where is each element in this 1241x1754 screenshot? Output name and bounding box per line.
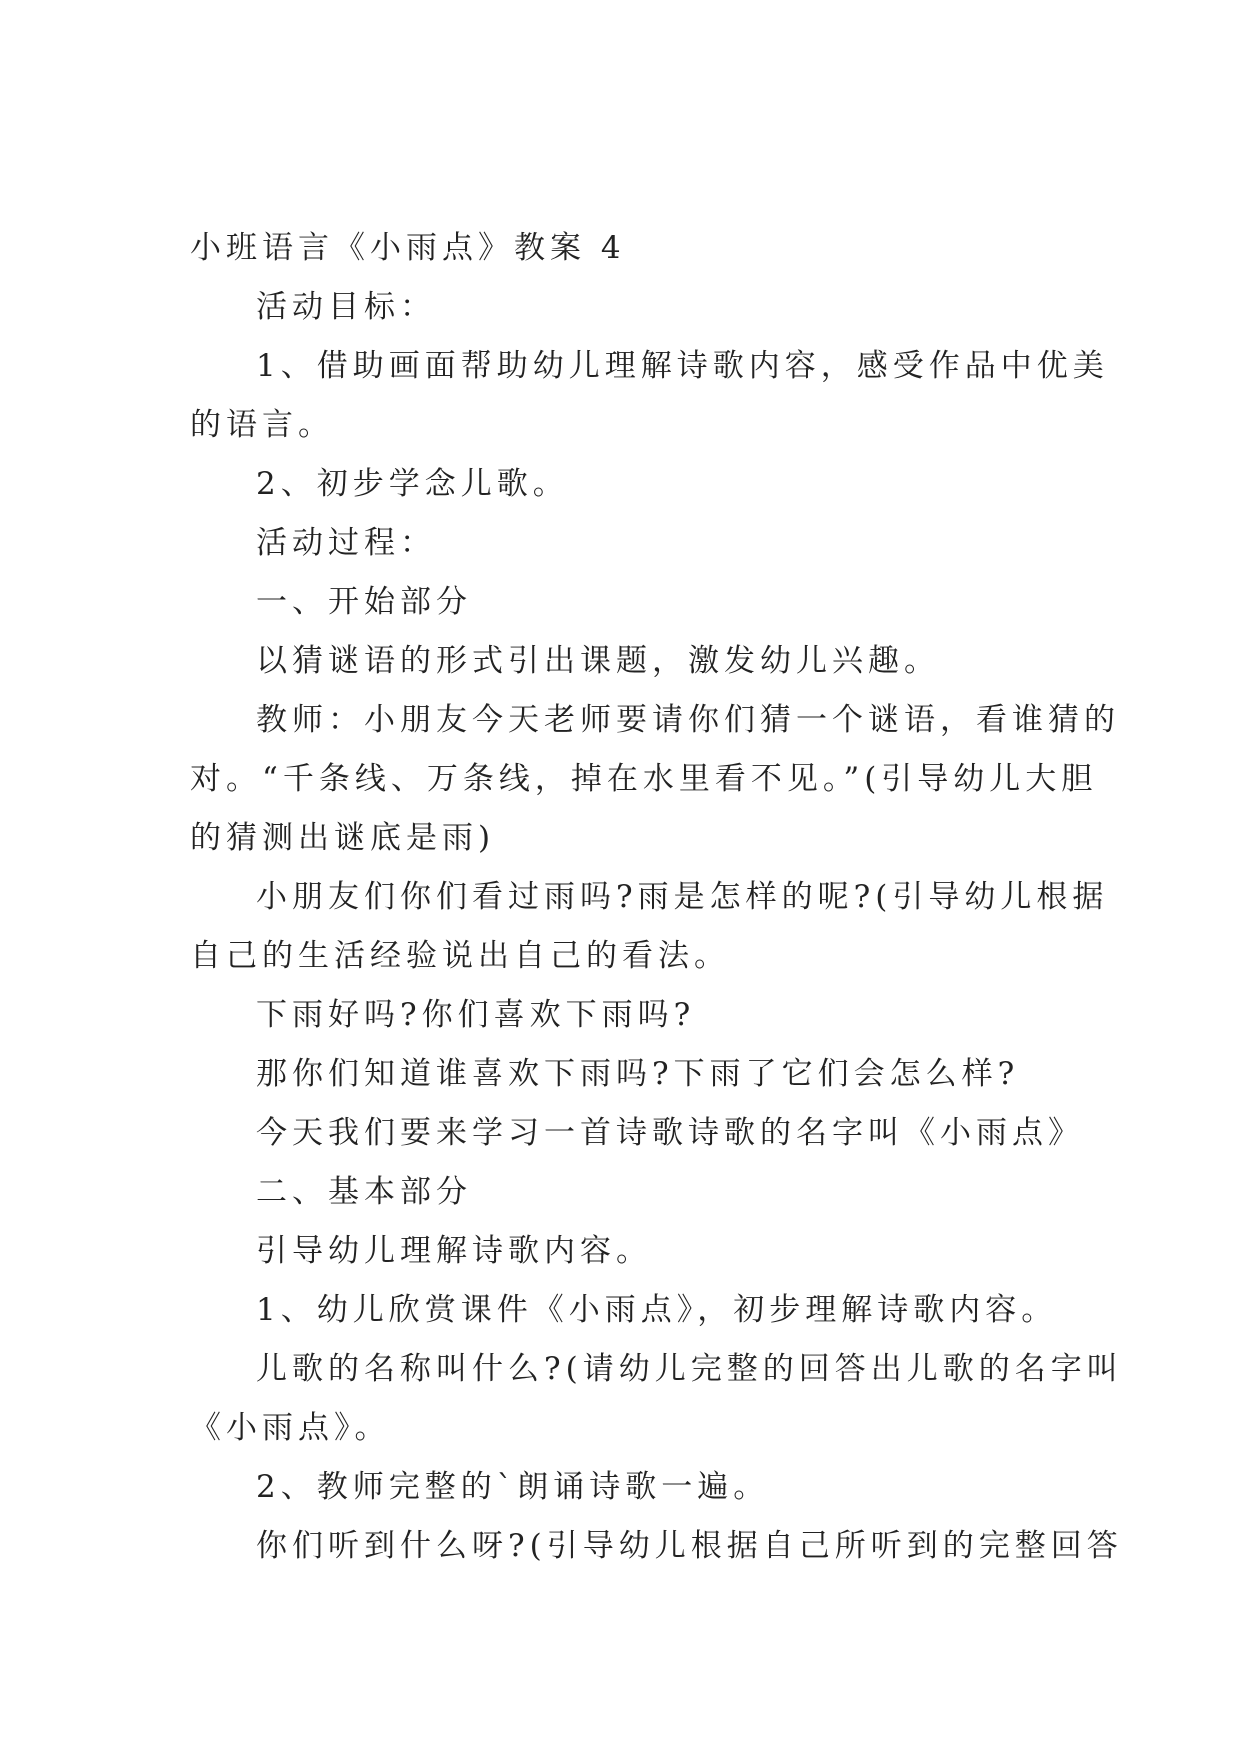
paragraph-line: 引导幼儿理解诗歌内容。: [256, 1233, 652, 1269]
paragraph-line: 的语言。: [190, 407, 334, 443]
paragraph-line: 下雨好吗?你们喜欢下雨吗?: [256, 997, 696, 1033]
document-body: [190, 219, 1123, 1576]
paragraph-line: 活动目标：: [256, 289, 436, 325]
paragraph-line: 以猜谜语的形式引出课题，激发幼儿兴趣。: [256, 643, 940, 679]
paragraph-line: 那你们知道谁喜欢下雨吗?下雨了它们会怎么样?: [256, 1056, 1020, 1092]
paragraph-line: 活动过程：: [256, 525, 436, 561]
paragraph-line: 1、借助画面帮助幼儿理解诗歌内容，感受作品中优美: [256, 348, 1109, 384]
paragraph-line: 小朋友们你们看过雨吗?雨是怎样的呢?(引导幼儿根据: [256, 879, 1109, 915]
paragraph-line: 1、幼儿欣赏课件《小雨点》，初步理解诗歌内容。: [256, 1292, 1058, 1328]
paragraph-line: 今天我们要来学习一首诗歌诗歌的名字叫《小雨点》: [256, 1115, 1084, 1151]
paragraph-line: 2、教师完整的`朗诵诗歌一遍。: [256, 1469, 770, 1505]
paragraph-line: 二、基本部分: [256, 1174, 472, 1210]
paragraph-line: 你们听到什么呀?(引导幼儿根据自己所听到的完整回答: [256, 1528, 1123, 1564]
paragraph-line: 《小雨点》。: [190, 1410, 391, 1446]
paragraph-line: 对。“千条线、万条线，掉在水里看不见。”(引导幼儿大胆: [190, 761, 1098, 797]
paragraph-line: 教师：小朋友今天老师要请你们猜一个谜语，看谁猜的: [256, 702, 1120, 738]
paragraph-line: 2、初步学念儿歌。: [256, 466, 569, 502]
paragraph-line: 儿歌的名称叫什么?(请幼儿完整的回答出儿歌的名字叫: [256, 1351, 1123, 1387]
paragraph-line: 的猜测出谜底是雨): [190, 820, 496, 856]
paragraph-line: 一、开始部分: [256, 584, 472, 620]
paragraph-line: 自己的生活经验说出自己的看法。: [190, 938, 730, 974]
document-title: 小班语言《小雨点》教案 4: [190, 230, 626, 266]
